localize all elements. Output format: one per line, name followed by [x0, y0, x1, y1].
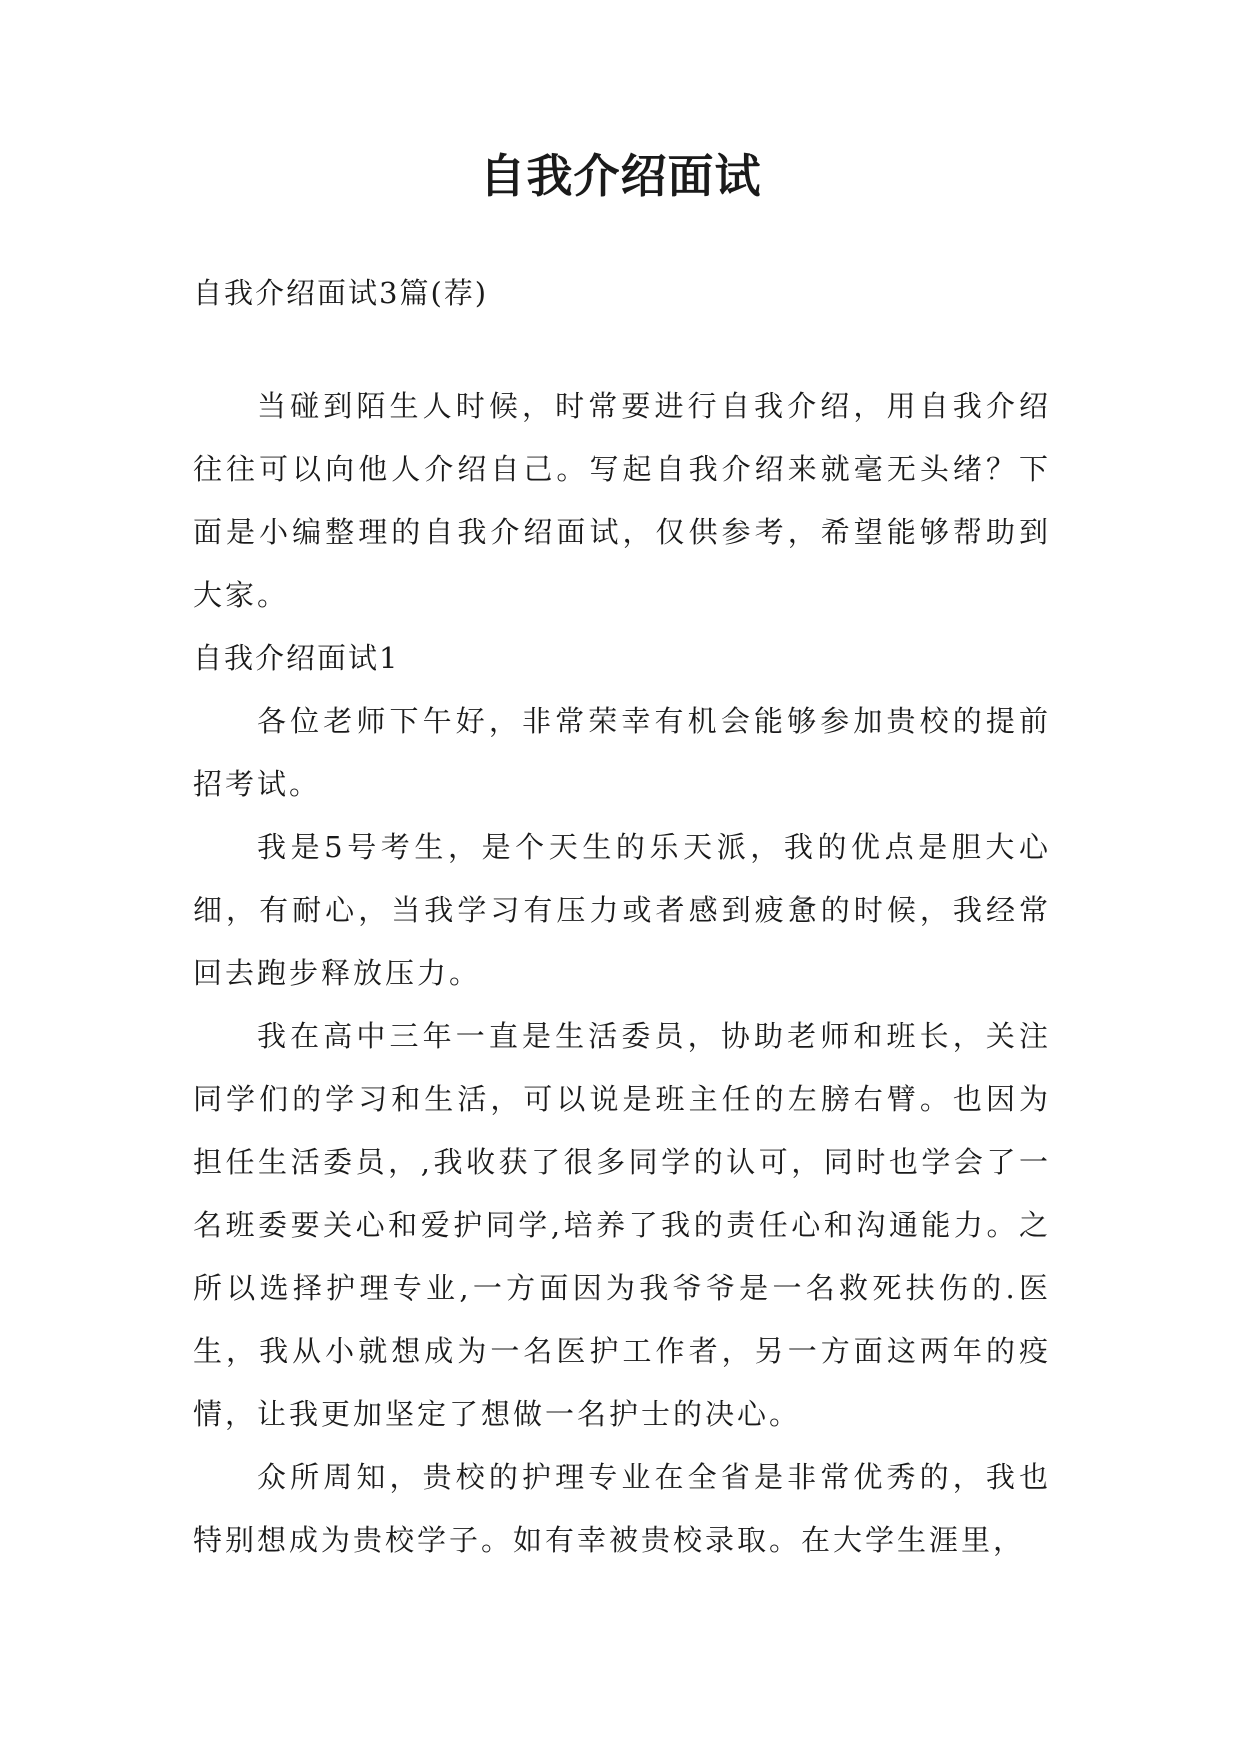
document-subtitle: 自我介绍面试3篇(荐)	[193, 276, 489, 310]
body-paragraph: 我在高中三年一直是生活委员，协助老师和班长，关注同学们的学习和生活，可以说是班主任的左膀右臂。也因为担任生活委员，,我收获了很多同学的认可，同时也学会了一名班委要关心和爱护同学,培养了我的责任心和沟通能力。之所以选择护理专业,一方面因为我爷爷是一名救死扶伤的.医生，我从小就想成为一名医护工作者，另一方面这两年的疫情，让我更加坚定了想做一名护士的决心。	[193, 1019, 1051, 1431]
document-title: 自我介绍面试	[479, 149, 762, 203]
section-heading: 自我介绍面试1	[193, 641, 400, 675]
body-paragraph: 各位老师下午好，非常荣幸有机会能够参加贵校的提前招考试。	[193, 704, 1051, 801]
document-body	[193, 262, 1051, 1572]
intro-paragraph: 当碰到陌生人时候，时常要进行自我介绍，用自我介绍往往可以向他人介绍自己。写起自我介绍来就毫无头绪？下面是小编整理的自我介绍面试，仅供参考，希望能够帮助到大家。	[193, 389, 1051, 612]
body-paragraph: 众所周知，贵校的护理专业在全省是非常优秀的，我也特别想成为贵校学子。如有幸被贵校录取。在大学生涯里，	[193, 1460, 1051, 1557]
body-paragraph: 我是5号考生，是个天生的乐天派，我的优点是胆大心细，有耐心，当我学习有压力或者感到疲惫的时候，我经常回去跑步释放压力。	[193, 830, 1051, 990]
